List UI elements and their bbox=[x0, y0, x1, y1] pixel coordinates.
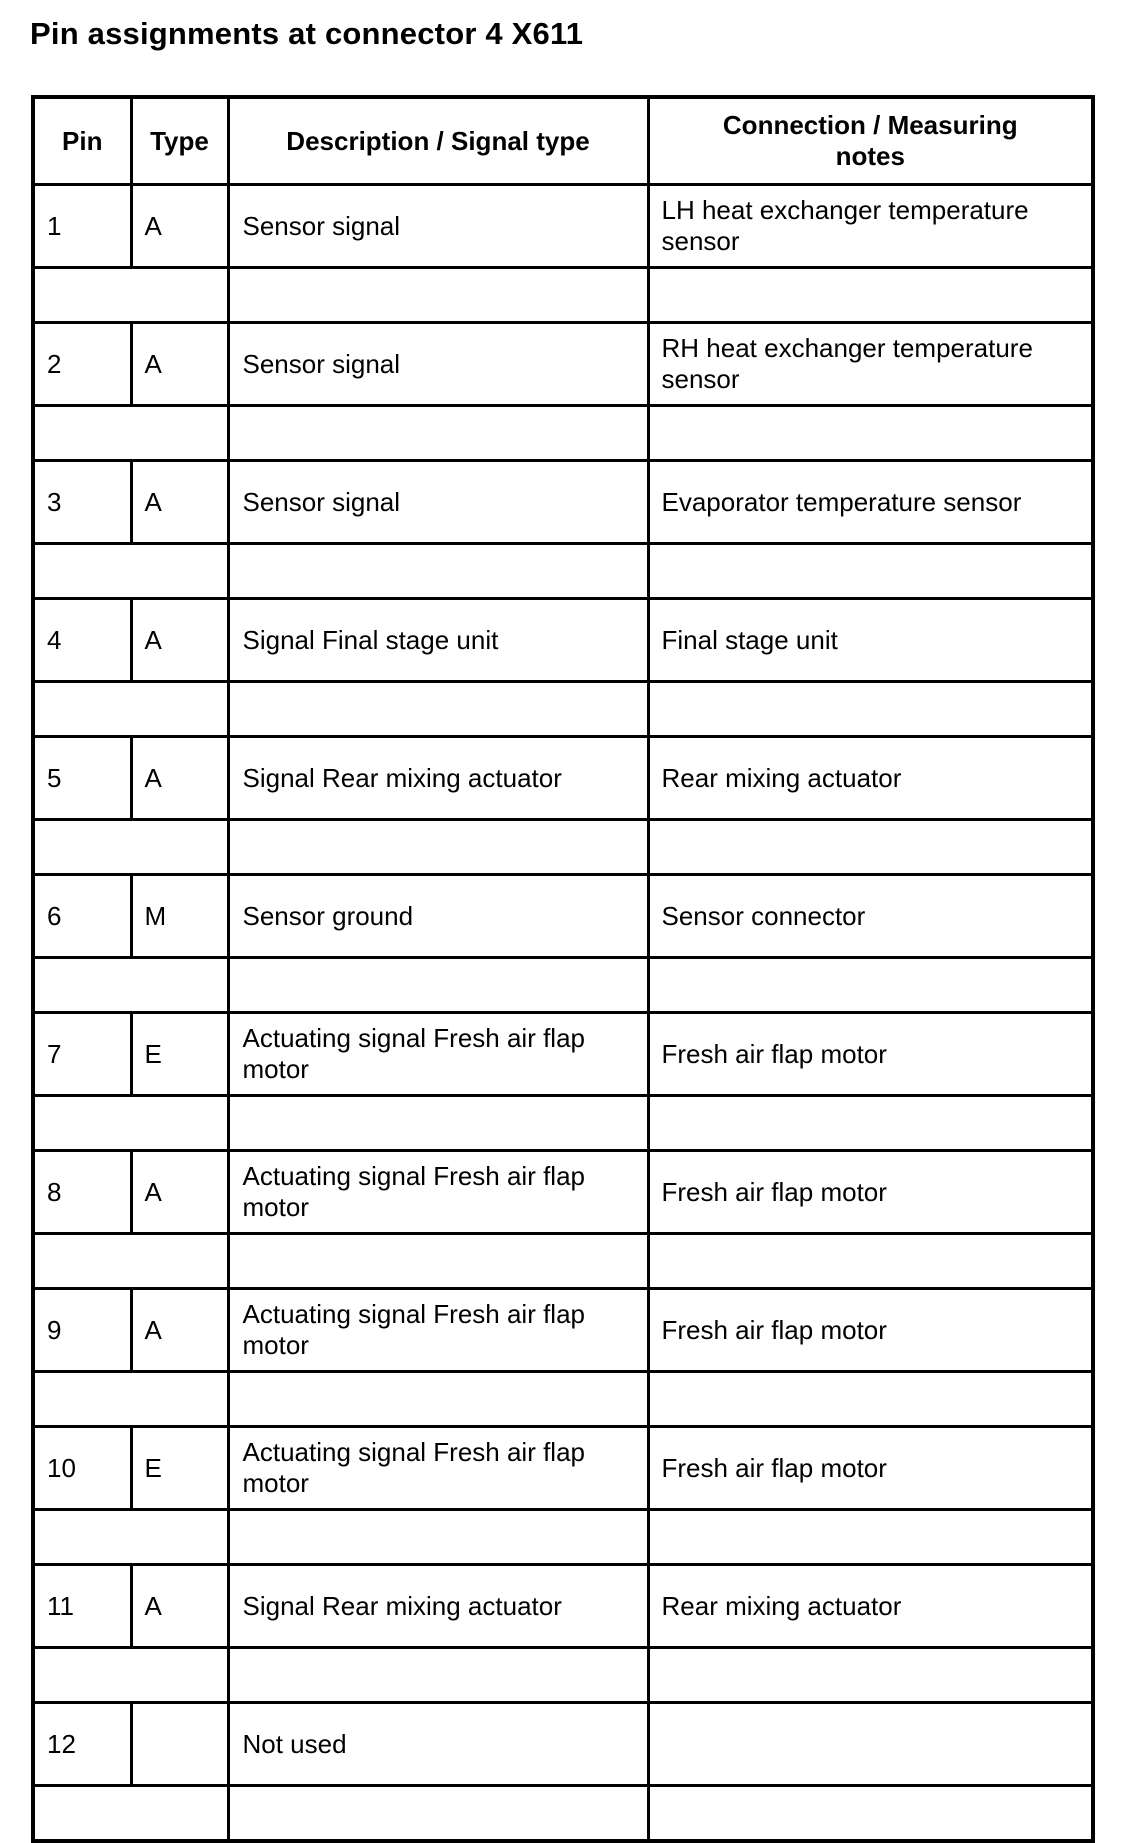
spacer-cell bbox=[33, 406, 228, 461]
header-connection: Connection / Measuring notes bbox=[648, 97, 1093, 185]
spacer-cell bbox=[648, 1786, 1093, 1842]
cell-description: Not used bbox=[228, 1703, 648, 1786]
cell-description: Sensor ground bbox=[228, 875, 648, 958]
spacer-row bbox=[33, 406, 1093, 461]
spacer-row bbox=[33, 1648, 1093, 1703]
spacer-row bbox=[33, 1372, 1093, 1427]
cell-connection: Final stage unit bbox=[648, 599, 1093, 682]
cell-type: A bbox=[131, 1565, 228, 1648]
cell-description: Sensor signal bbox=[228, 323, 648, 406]
cell-pin: 5 bbox=[33, 737, 131, 820]
spacer-cell bbox=[648, 544, 1093, 599]
cell-connection bbox=[648, 1703, 1093, 1786]
spacer-cell bbox=[33, 544, 228, 599]
cell-connection: Fresh air flap motor bbox=[648, 1013, 1093, 1096]
spacer-cell bbox=[228, 958, 648, 1013]
cell-description: Actuating signal Fresh air flap motor bbox=[228, 1013, 648, 1096]
cell-type: A bbox=[131, 461, 228, 544]
spacer-cell bbox=[228, 406, 648, 461]
cell-type: M bbox=[131, 875, 228, 958]
cell-pin: 9 bbox=[33, 1289, 131, 1372]
table-row bbox=[33, 1013, 1093, 1096]
spacer-cell bbox=[648, 820, 1093, 875]
cell-connection: RH heat exchanger temperature sensor bbox=[648, 323, 1093, 406]
spacer-row bbox=[33, 820, 1093, 875]
spacer-cell bbox=[228, 1786, 648, 1842]
spacer-cell bbox=[228, 1372, 648, 1427]
spacer-row bbox=[33, 1786, 1093, 1842]
table-row bbox=[33, 1289, 1093, 1372]
cell-description: Sensor signal bbox=[228, 185, 648, 268]
spacer-cell bbox=[33, 1510, 228, 1565]
cell-pin: 8 bbox=[33, 1151, 131, 1234]
cell-type: A bbox=[131, 599, 228, 682]
cell-pin: 2 bbox=[33, 323, 131, 406]
cell-type: E bbox=[131, 1013, 228, 1096]
spacer-cell bbox=[33, 682, 228, 737]
cell-connection: Rear mixing actuator bbox=[648, 1565, 1093, 1648]
table-row bbox=[33, 875, 1093, 958]
header-pin: Pin bbox=[33, 97, 131, 185]
spacer-cell bbox=[33, 1648, 228, 1703]
cell-description: Signal Rear mixing actuator bbox=[228, 1565, 648, 1648]
cell-pin: 4 bbox=[33, 599, 131, 682]
spacer-cell bbox=[648, 406, 1093, 461]
table-row bbox=[33, 323, 1093, 406]
table-header-row bbox=[33, 97, 1093, 185]
spacer-row bbox=[33, 268, 1093, 323]
cell-type bbox=[131, 1703, 228, 1786]
page-title: Pin assignments at connector 4 X611 bbox=[30, 16, 584, 51]
cell-description: Signal Final stage unit bbox=[228, 599, 648, 682]
cell-type: A bbox=[131, 323, 228, 406]
spacer-cell bbox=[228, 1234, 648, 1289]
spacer-cell bbox=[228, 1648, 648, 1703]
cell-connection: Fresh air flap motor bbox=[648, 1427, 1093, 1510]
table-row bbox=[33, 737, 1093, 820]
spacer-cell bbox=[33, 958, 228, 1013]
cell-pin: 11 bbox=[33, 1565, 131, 1648]
table-row bbox=[33, 1703, 1093, 1786]
table-row bbox=[33, 185, 1093, 268]
spacer-cell bbox=[648, 1372, 1093, 1427]
cell-description: Actuating signal Fresh air flap motor bbox=[228, 1151, 648, 1234]
cell-pin: 10 bbox=[33, 1427, 131, 1510]
cell-description: Signal Rear mixing actuator bbox=[228, 737, 648, 820]
spacer-cell bbox=[228, 268, 648, 323]
spacer-cell bbox=[228, 682, 648, 737]
cell-connection: Fresh air flap motor bbox=[648, 1289, 1093, 1372]
cell-type: A bbox=[131, 185, 228, 268]
cell-pin: 1 bbox=[33, 185, 131, 268]
cell-description: Actuating signal Fresh air flap motor bbox=[228, 1427, 648, 1510]
spacer-cell bbox=[33, 820, 228, 875]
spacer-cell bbox=[228, 1510, 648, 1565]
cell-type: A bbox=[131, 737, 228, 820]
spacer-cell bbox=[33, 1372, 228, 1427]
cell-type: E bbox=[131, 1427, 228, 1510]
spacer-cell bbox=[648, 268, 1093, 323]
spacer-cell bbox=[33, 1786, 228, 1842]
spacer-cell bbox=[228, 544, 648, 599]
table-row bbox=[33, 461, 1093, 544]
spacer-cell bbox=[648, 1648, 1093, 1703]
spacer-row bbox=[33, 1510, 1093, 1565]
cell-connection: LH heat exchanger temperature sensor bbox=[648, 185, 1093, 268]
spacer-cell bbox=[648, 682, 1093, 737]
cell-connection: Fresh air flap motor bbox=[648, 1151, 1093, 1234]
header-description: Description / Signal type bbox=[228, 97, 648, 185]
cell-pin: 7 bbox=[33, 1013, 131, 1096]
cell-pin: 12 bbox=[33, 1703, 131, 1786]
table-row bbox=[33, 1565, 1093, 1648]
cell-connection: Sensor connector bbox=[648, 875, 1093, 958]
header-type: Type bbox=[131, 97, 228, 185]
spacer-row bbox=[33, 1234, 1093, 1289]
spacer-cell bbox=[648, 1510, 1093, 1565]
cell-connection: Rear mixing actuator bbox=[648, 737, 1093, 820]
spacer-cell bbox=[33, 268, 228, 323]
spacer-cell bbox=[228, 1096, 648, 1151]
spacer-cell bbox=[648, 1096, 1093, 1151]
cell-description: Sensor signal bbox=[228, 461, 648, 544]
table-body bbox=[33, 185, 1093, 1842]
spacer-cell bbox=[648, 958, 1093, 1013]
cell-connection: Evaporator temperature sensor bbox=[648, 461, 1093, 544]
pin-assignment-table bbox=[31, 95, 1095, 1843]
table-row bbox=[33, 1151, 1093, 1234]
cell-type: A bbox=[131, 1289, 228, 1372]
spacer-row bbox=[33, 544, 1093, 599]
spacer-cell bbox=[648, 1234, 1093, 1289]
table-row bbox=[33, 1427, 1093, 1510]
spacer-cell bbox=[33, 1234, 228, 1289]
spacer-cell bbox=[228, 820, 648, 875]
spacer-row bbox=[33, 682, 1093, 737]
cell-type: A bbox=[131, 1151, 228, 1234]
table-row bbox=[33, 599, 1093, 682]
spacer-row bbox=[33, 958, 1093, 1013]
spacer-cell bbox=[33, 1096, 228, 1151]
spacer-row bbox=[33, 1096, 1093, 1151]
cell-pin: 6 bbox=[33, 875, 131, 958]
cell-description: Actuating signal Fresh air flap motor bbox=[228, 1289, 648, 1372]
cell-pin: 3 bbox=[33, 461, 131, 544]
